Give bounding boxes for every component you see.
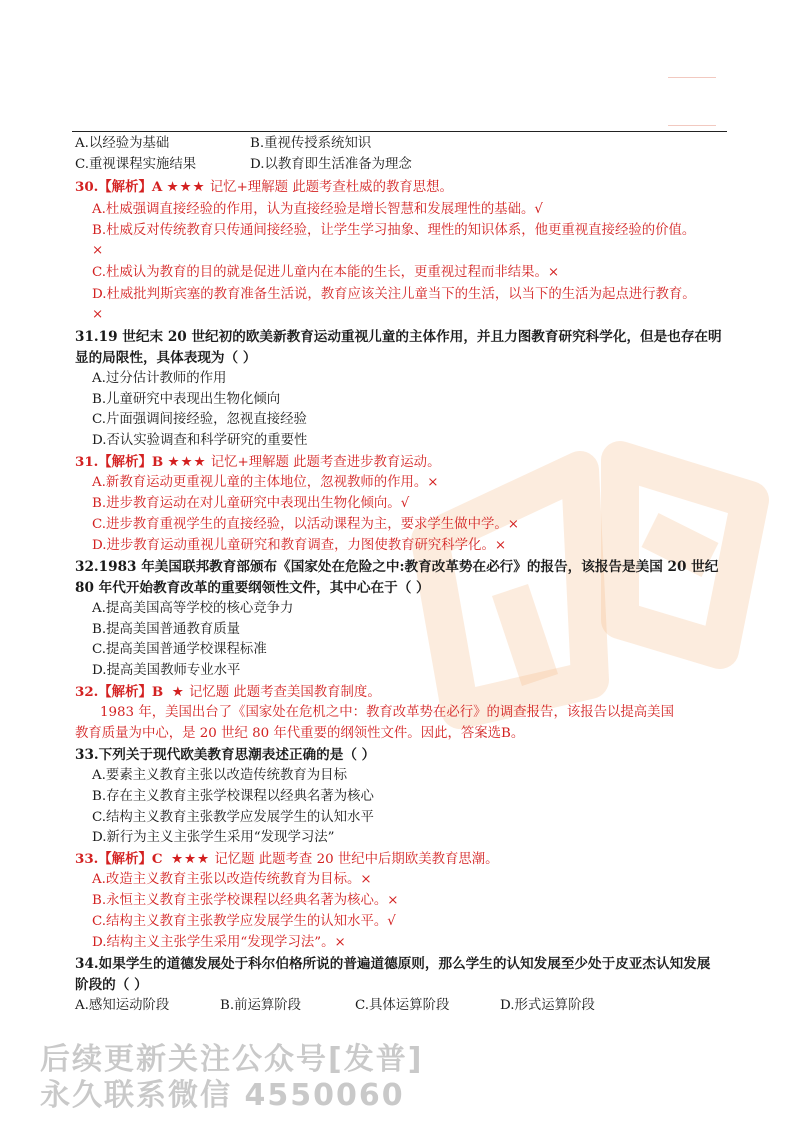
q33-analysis-text: 记忆题 此题考查 20 世纪中后期欧美教育思潮。 — [214, 852, 499, 867]
footer-promo-line2: 永久联系微信 4550060 — [40, 1078, 405, 1113]
q34-option-a: A.感知运动阶段 — [75, 998, 170, 1013]
q34-stem-line2: 阶段的（ ） — [75, 977, 148, 993]
q33-star-rating: ★★★ — [171, 852, 211, 867]
q31-answer-label: 31.【解析】B — [75, 454, 164, 470]
q33-explanation-d: D.结构主义主张学生采用“发现学习法”。× — [92, 935, 346, 950]
q33-explanation-a: A.改造主义教育主张以改造传统教育为目标。× — [92, 872, 372, 887]
q32-option-b: B.提高美国普通教育质量 — [92, 622, 241, 637]
q34-option-b: B.前运算阶段 — [220, 998, 302, 1013]
q31-explanation-b: B.进步教育运动在对儿童研究中表现出生物化倾向。√ — [92, 496, 410, 511]
q34-option-d: D.形式运算阶段 — [500, 998, 595, 1013]
q32-explanation-line1: 1983 年，美国出台了《国家处在危机之中：教育改革势在必行》的调查报告，该报告以提高美国 — [100, 705, 674, 720]
q31-analysis-header — [75, 452, 440, 473]
q31-stem-line1: 31.19 世纪末 20 世纪初的欧美新教育运动重视儿童的主体作用，并且力图教育研究科学化，但是也存在明 — [75, 329, 722, 345]
q32-stem-line1: 32.1983 年美国联邦教育部颁布《国家处在危险之中:教育改革势在必行》的报告，该报告是美国 20 世纪 — [75, 559, 719, 575]
q33-option-a: A.要素主义教育主张以改造传统教育为目标 — [92, 768, 347, 783]
q30-analysis-header — [75, 177, 453, 198]
q32-analysis-header — [75, 682, 381, 703]
q30-explanation-c: C.杜威认为教育的目的就是促进儿童内在本能的生长，更重视过程而非结果。× — [92, 265, 560, 280]
q33-answer-label: 33.【解析】C — [75, 851, 163, 867]
q32-stem-line2: 80 年代开始教育改革的重要纲领性文件，其中心在于（ ） — [75, 580, 430, 596]
q33-option-c: C.结构主义教育主张教学应发展学生的认知水平 — [92, 810, 374, 825]
q29-option-d: D.以教育即生活准备为理念 — [250, 157, 412, 172]
q29-option-c: C.重视课程实施结果 — [75, 157, 197, 172]
q33-analysis-header — [75, 849, 499, 870]
q32-answer-label: 32.【解析】B — [75, 684, 164, 700]
q30-explanation-a: A.杜威强调直接经验的作用，认为直接经验是增长智慧和发展理性的基础。√ — [92, 202, 543, 217]
q30-answer-label: 30.【解析】A — [75, 179, 163, 195]
q31-explanation-a: A.新教育运动更重视儿童的主体地位，忽视教师的作用。× — [92, 475, 439, 490]
footer-promo-line1: 后续更新关注公众号[发普] — [40, 1042, 424, 1077]
q30-explanation-d-mark: × — [92, 307, 104, 322]
q30-explanation-d: D.杜威批判斯宾塞的教育准备生活说，教育应该关注儿童当下的生活，以当下的生活为起点进行教育。 — [92, 287, 696, 302]
q30-star-rating: ★★★ — [166, 180, 206, 195]
q31-option-d: D.否认实验调查和科学研究的重要性 — [92, 433, 308, 448]
q32-option-d: D.提高美国教师专业水平 — [92, 663, 241, 678]
q32-analysis-text: 记忆题 此题考查美国教育制度。 — [188, 685, 381, 700]
q33-option-b: B.存在主义教育主张学校课程以经典名著为核心 — [92, 789, 374, 804]
q30-explanation-b: B.杜威反对传统教育只传通间接经验，让学生学习抽象、理性的知识体系，他更重视直接经验的价值。 — [92, 223, 696, 238]
q29-option-a: A.以经验为基础 — [75, 136, 170, 151]
q34-stem-line1: 34.如果学生的道德发展处于科尔伯格所说的普遍道德原则，那么学生的认知发展至少处于皮亚杰认知发展 — [75, 956, 711, 972]
q29-option-b: B.重视传授系统知识 — [250, 136, 372, 151]
q31-option-c: C.片面强调间接经验，忽视直接经验 — [92, 412, 307, 427]
q33-stem: 33.下列关于现代欧美教育思潮表述正确的是（ ） — [75, 747, 376, 763]
header-divider — [72, 131, 727, 132]
q32-explanation-line2: 教育质量为中心，是 20 世纪 80 年代重要的纲领性文件。因此，答案选B。 — [75, 726, 525, 741]
q32-option-a: A.提高美国高等学校的核心竞争力 — [92, 601, 294, 616]
q32-star-rating: ★ — [171, 685, 185, 700]
header-decoration — [668, 77, 716, 127]
q31-explanation-d: D.进步教育运动重视儿童研究和教育调查，力图使教育研究科学化。× — [92, 538, 507, 553]
q32-option-c: C.提高美国普通学校课程标准 — [92, 642, 267, 657]
q31-explanation-c: C.进步教育重视学生的直接经验，以活动课程为主，要求学生做中学。× — [92, 517, 519, 532]
q31-analysis-text: 记忆+理解题 此题考查进步教育运动。 — [210, 455, 441, 470]
q33-explanation-b: B.永恒主义教育主张学校课程以经典名著为核心。× — [92, 893, 399, 908]
q30-analysis-text: 记忆+理解题 此题考查杜威的教育思想。 — [209, 180, 453, 195]
q31-stem-line2: 显的局限性，具体表现为（ ） — [75, 350, 257, 366]
q31-option-b: B.儿童研究中表现出生物化倾向 — [92, 392, 281, 407]
q34-option-c: C.具体运算阶段 — [355, 998, 450, 1013]
q33-option-d: D.新行为主义主张学生采用“发现学习法” — [92, 830, 335, 845]
q30-explanation-b-mark: × — [92, 243, 104, 258]
q31-option-a: A.过分估计教师的作用 — [92, 371, 227, 386]
q31-star-rating: ★★★ — [167, 455, 207, 470]
q33-explanation-c: C.结构主义教育主张教学应发展学生的认知水平。√ — [92, 914, 396, 929]
